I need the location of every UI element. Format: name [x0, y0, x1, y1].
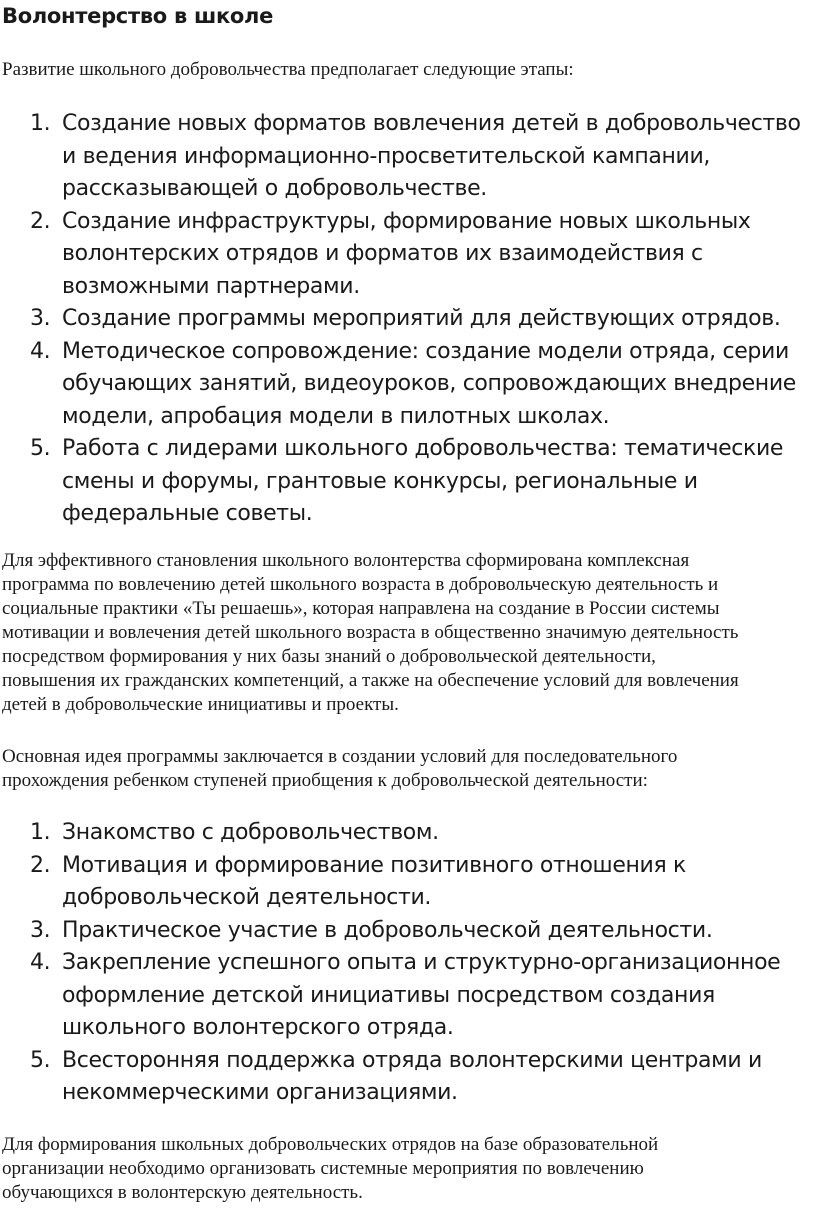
page-title: Волонтерство в школе: [2, 4, 274, 28]
list-item: [0, 336, 810, 434]
list-item-text: Всесторонняя поддержка отряда волонтерскими центрами и: [62, 1047, 762, 1073]
paragraph-line: социальные практики «Ты решаешь», которая направлена на создание в России системы: [2, 598, 720, 619]
list-item: [0, 947, 810, 1045]
list-number: 1.: [30, 111, 51, 136]
paragraph-line: прохождения ребенком ступеней приобщения к добровольческой деятельности:: [2, 770, 648, 791]
program-steps-list: [0, 817, 810, 1110]
paragraph-line: обучающихся в волонтерскую деятельность.: [2, 1182, 363, 1203]
list-item-text: возможными партнерами.: [62, 273, 360, 299]
list-item-text: Практическое участие в добровольческой деятельности.: [62, 917, 713, 943]
intro-text: Развитие школьного добровольчества предполагает следующие этапы:: [2, 59, 574, 80]
list-item: [0, 915, 810, 948]
list-item-text: Методическое сопровождение: создание модели отряда, серии: [62, 338, 789, 364]
paragraph-line: мотивации и вовлечения детей школьного возраста в общественно значимую деятельность: [2, 622, 739, 643]
list-item: [0, 817, 810, 850]
list-item-text: добровольческой деятельности.: [62, 885, 432, 910]
list-item: [0, 850, 810, 915]
list-number: 4.: [30, 950, 51, 975]
list-item: [0, 206, 810, 304]
list-item-text: Создание программы мероприятий для действующих отрядов.: [62, 306, 781, 331]
list-item: [0, 303, 810, 336]
list-item-text: смены и форумы, грантовые конкурсы, региональные и: [62, 468, 698, 494]
list-number: 3.: [30, 306, 51, 331]
paragraph-conclusion: [2, 1133, 816, 1205]
list-item-text: Мотивация и формирование позитивного отношения к: [62, 852, 686, 878]
list-item: [0, 433, 810, 531]
list-item-text: волонтерских отрядов и форматов их взаимодействия с: [62, 241, 703, 266]
list-number: 2.: [30, 208, 51, 234]
list-number: 3.: [30, 917, 51, 943]
list-item-text: и ведения информационно-просветительской кампании,: [62, 143, 711, 169]
paragraph-line: посредством формирования у них базы знаний о добровольческой деятельности,: [2, 646, 656, 667]
list-item-text: Создание инфраструктуры, формирование новых школьных: [62, 208, 751, 234]
list-number: 4.: [30, 338, 51, 364]
list-item-text: обучающих занятий, видеоуроков, сопровождающих внедрение: [62, 371, 796, 396]
paragraph-line: Для формирования школьных добровольческих отрядов на базе образовательной: [2, 1134, 659, 1155]
list-item: [0, 1045, 810, 1110]
paragraph-line: программа по вовлечению детей школьного возраста в добровольческую деятельность и: [2, 574, 719, 595]
list-item-text: модели, апробация модели в пилотных школах.: [62, 403, 610, 429]
list-number: 5.: [30, 436, 51, 461]
paragraph-line: Для эффективного становления школьного волонтерства сформирована комплексная: [2, 550, 690, 571]
list-number: 1.: [30, 820, 51, 845]
paragraph-main-idea: [2, 745, 816, 793]
list-item-text: Знакомство с добровольчеством.: [62, 820, 439, 845]
list-item-text: школьного волонтерского отряда.: [62, 1015, 454, 1040]
paragraph-line: повышения их гражданских компетенций, а также на обеспечение условий для вовлечения: [2, 670, 739, 691]
stages-list: [0, 108, 810, 531]
paragraph-program: [2, 549, 816, 717]
paragraph-line: детей в добровольческие инициативы и проекты.: [2, 694, 399, 715]
list-item-text: федеральные советы.: [62, 501, 313, 526]
list-item: [0, 108, 810, 206]
list-number: 5.: [30, 1047, 51, 1073]
paragraph-line: организации необходимо организовать системные мероприятия по вовлечению: [2, 1158, 644, 1179]
paragraph-line: Основная идея программы заключается в создании условий для последовательного: [2, 746, 678, 767]
list-item-text: рассказывающей о добровольчестве.: [62, 176, 487, 201]
list-item-text: Работа с лидерами школьного добровольчества: тематические: [62, 436, 784, 461]
list-item-text: Закрепление успешного опыта и структурно-организационное: [62, 950, 781, 975]
list-number: 2.: [30, 852, 51, 878]
list-item-text: оформление детской инициативы посредством создания: [62, 982, 715, 1008]
list-item-text: некоммерческими организациями.: [62, 1080, 458, 1105]
list-item-text: Создание новых форматов вовлечения детей в добровольчество: [62, 111, 801, 136]
